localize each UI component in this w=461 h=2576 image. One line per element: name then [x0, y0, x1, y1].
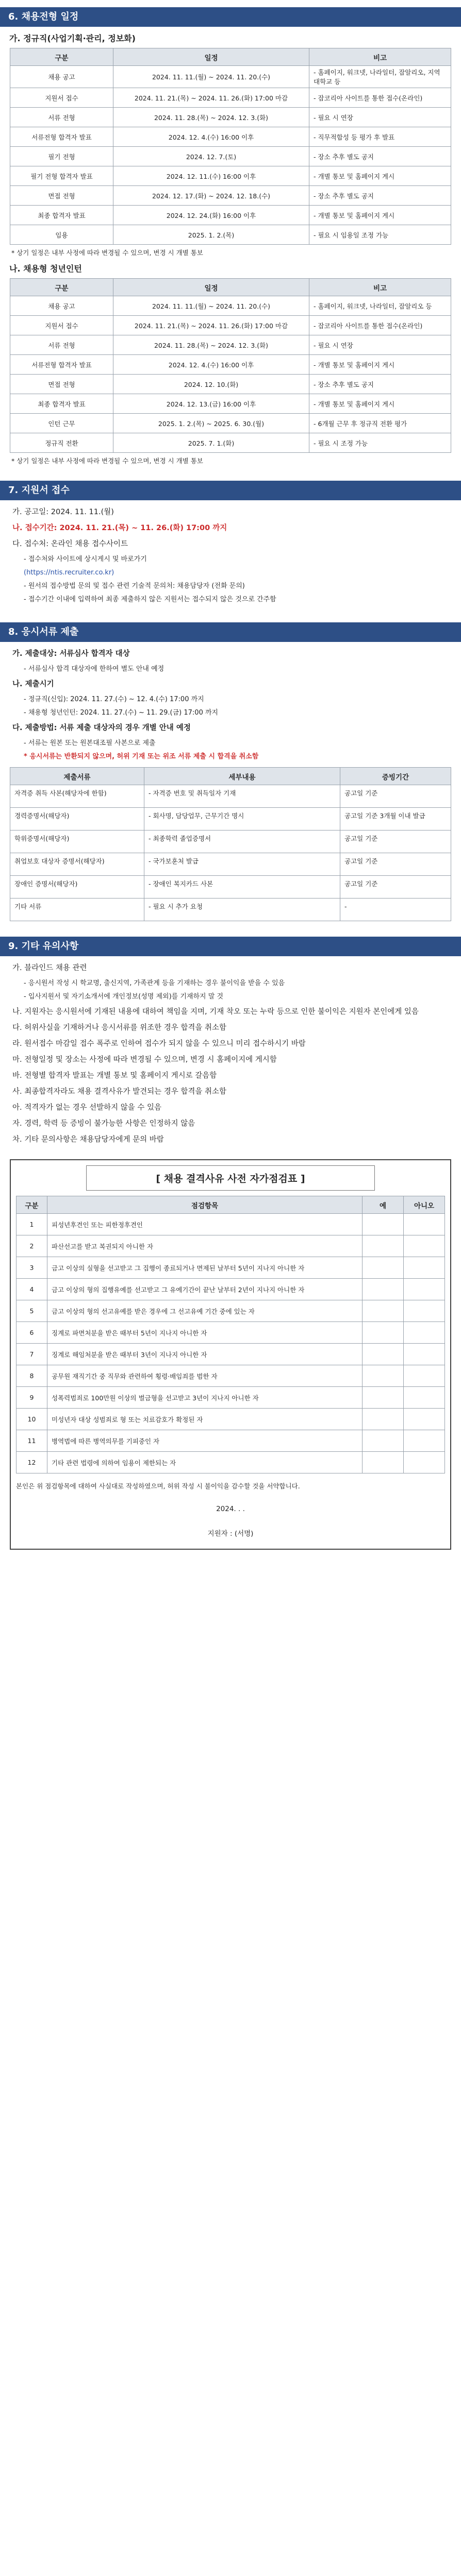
cell-doc: 장애인 증명서(해당자): [10, 876, 144, 899]
col-no-answer: 아니오: [404, 1196, 445, 1214]
cell-schedule: 2024. 11. 21.(목) ~ 2024. 11. 26.(화) 17:00 마감: [113, 88, 309, 108]
cell-detail: - 회사명, 담당업무, 근무기간 명시: [144, 808, 340, 831]
cell-note: - 개별 통보 및 홈페이지 게시: [309, 206, 451, 225]
col-schedule: 일정: [113, 279, 309, 296]
cell-yes: [363, 1452, 404, 1473]
cell-period: 공고일 기준 3개월 이내 발급: [340, 808, 451, 831]
cell-item: 미성년자 대상 성범죄로 형 또는 치료감호가 확정된 자: [47, 1409, 363, 1430]
cell-stage: 최종 합격자 발표: [10, 206, 113, 225]
table-row: [17, 1322, 445, 1344]
cell-schedule: 2024. 11. 28.(목) ~ 2024. 12. 3.(화): [113, 108, 309, 127]
note-item: 사. 최종합격자라도 채용 결격사유가 발견되는 경우 합격을 취소함: [12, 1088, 227, 1096]
cell-schedule: 2024. 12. 11.(수) 16:00 이후: [113, 166, 309, 186]
table-row: [10, 206, 451, 225]
cell-note: - 장소 추후 별도 공지: [309, 186, 451, 206]
cell-note: - 개별 통보 및 홈페이지 게시: [309, 355, 451, 375]
cell-no: 4: [17, 1279, 47, 1300]
cell-note: - 필요 시 연장: [309, 108, 451, 127]
cell-note: - 잡코리아 사이트를 통한 접수(온라인): [309, 88, 451, 108]
cell-yes: [363, 1214, 404, 1235]
self-check-title: [ 채용 결격사유 사전 자가점검표 ]: [86, 1165, 375, 1191]
apply-detail-3: - 원서의 접수방법 문의 및 접수 관련 기술적 문의처: 채용담당자 (전화 문의): [24, 582, 245, 590]
col-note: 비고: [309, 48, 451, 66]
cell-note: - 직무적합성 등 평가 후 발표: [309, 127, 451, 147]
cell-no: 8: [17, 1365, 47, 1387]
cell-no: 5: [17, 1300, 47, 1322]
table-row: [10, 414, 451, 433]
schedule-sub-a: 가. 정규직(사업기획·관리, 정보화): [9, 33, 136, 43]
cell-stage: 필기 전형 합격자 발표: [10, 166, 113, 186]
table-row: [10, 108, 451, 127]
note-item: 나. 지원자는 응시원서에 기재된 내용에 대하여 책임을 지며, 기재 착오 또는 누락 등으로 인한 불이익은 지원자 본인에게 있음: [12, 1008, 419, 1016]
cell-stage: 지원서 접수: [10, 316, 113, 335]
table-row: [17, 1365, 445, 1387]
cell-doc: 경력증명서(해당자): [10, 808, 144, 831]
cell-yes: [363, 1365, 404, 1387]
apply-detail-1: - 접수처와 사이트에 상시게시 및 바로가기: [24, 555, 147, 563]
cell-no: 7: [17, 1344, 47, 1365]
cell-note: - 필요 시 임용일 조정 가능: [309, 225, 451, 245]
section-notes-header: 9. 기타 유의사항: [0, 937, 461, 956]
section-schedule-header: 6. 채용전형 일정: [0, 7, 461, 27]
cell-yes: [363, 1322, 404, 1344]
cell-no-answer: [404, 1409, 445, 1430]
cell-detail: - 필요 시 추가 요청: [144, 899, 340, 921]
table-row: [10, 375, 451, 394]
table-row: [10, 316, 451, 335]
cell-stage: 서류 전형: [10, 335, 113, 355]
cell-note: - 개별 통보 및 홈페이지 게시: [309, 166, 451, 186]
table-row: [10, 225, 451, 245]
table-row: [10, 876, 451, 899]
col-schedule: 일정: [113, 48, 309, 66]
docs-warning: * 응시서류는 반환되지 않으며, 허위 기재 또는 위조 서류 제출 시 합격을 취소함: [24, 753, 259, 760]
docs-table: [10, 767, 451, 921]
cell-item: 기타 관련 법령에 의하여 임용이 제한되는 자: [47, 1452, 363, 1473]
cell-doc: 기타 서류: [10, 899, 144, 921]
cell-stage: 서류 전형: [10, 108, 113, 127]
cell-no-answer: [404, 1257, 445, 1279]
cell-doc: 자격증 취득 사본(해당자에 한함): [10, 785, 144, 808]
cell-item: 금고 이상의 실형을 선고받고 그 집행이 종료되거나 면제된 날부터 5년이 지나지 아니한 자: [47, 1257, 363, 1279]
cell-yes: [363, 1257, 404, 1279]
cell-doc: 학위증명서(해당자): [10, 831, 144, 853]
notes-list: [0, 956, 461, 1152]
cell-item: 징계로 파면처분을 받은 때부터 5년이 지나지 아니한 자: [47, 1322, 363, 1344]
cell-note: - 홈페이지, 워크넷, 나라일터, 잡알리오, 지역 대학교 등: [309, 66, 451, 88]
table-row: [17, 1300, 445, 1322]
col-doc: 제출서류: [10, 768, 144, 785]
apply-notice-date: 가. 공고일: 2024. 11. 11.(월): [12, 508, 114, 516]
cell-stage: 서류전형 합격자 발표: [10, 127, 113, 147]
cell-period: 공고일 기준: [340, 785, 451, 808]
schedule-table-b: [10, 278, 451, 453]
cell-no-answer: [404, 1214, 445, 1235]
cell-detail: - 최종학력 졸업증명서: [144, 831, 340, 853]
cell-stage: 채용 공고: [10, 66, 113, 88]
schedule-sub-b: 나. 채용형 청년인턴: [9, 264, 82, 274]
table-row: [10, 853, 451, 876]
cell-schedule: 2024. 12. 17.(화) ~ 2024. 12. 18.(수): [113, 186, 309, 206]
cell-doc: 취업보호 대상자 증명서(해당자): [10, 853, 144, 876]
cell-schedule: 2025. 1. 2.(목) ~ 2025. 6. 30.(월): [113, 414, 309, 433]
docs-when: 나. 제출시기: [12, 680, 54, 688]
cell-stage: 정규직 전환: [10, 433, 113, 453]
col-yes: 예: [363, 1196, 404, 1214]
cell-yes: [363, 1430, 404, 1452]
col-period: 증빙기간: [340, 768, 451, 785]
table-row: [17, 1279, 445, 1300]
section-docs-header: 8. 응시서류 제출: [0, 622, 461, 642]
cell-schedule: 2024. 12. 13.(금) 16:00 이후: [113, 394, 309, 414]
cell-yes: [363, 1344, 404, 1365]
col-detail: 세부내용: [144, 768, 340, 785]
cell-stage: 서류전형 합격자 발표: [10, 355, 113, 375]
table-row: [10, 899, 451, 921]
apply-place: 다. 접수처: 온라인 채용 접수사이트: [12, 540, 128, 548]
cell-item: 금고 이상의 형의 선고유예를 받은 경우에 그 선고유예 기간 중에 있는 자: [47, 1300, 363, 1322]
cell-no-answer: [404, 1430, 445, 1452]
cell-schedule: 2024. 11. 21.(목) ~ 2024. 11. 26.(화) 17:00 마감: [113, 316, 309, 335]
table-row: [10, 355, 451, 375]
table-row: [17, 1257, 445, 1279]
cell-no: 1: [17, 1214, 47, 1235]
apply-url-link[interactable]: (https://ntis.recruiter.co.kr): [24, 569, 114, 577]
cell-note: - 필요 시 조정 가능: [309, 433, 451, 453]
cell-yes: [363, 1235, 404, 1257]
cell-period: 공고일 기준: [340, 831, 451, 853]
cell-item: 파산선고를 받고 복권되지 아니한 자: [47, 1235, 363, 1257]
cell-stage: 면접 전형: [10, 375, 113, 394]
table-row: [10, 335, 451, 355]
sign-date: 2024. . .: [216, 1505, 245, 1513]
cell-stage: 채용 공고: [10, 296, 113, 316]
cell-no-answer: [404, 1235, 445, 1257]
schedule-note-b: * 상기 일정은 내부 사정에 따라 변경될 수 있으며, 변경 시 개별 통보: [11, 457, 203, 465]
col-gubun: 구분: [10, 279, 113, 296]
table-row: [10, 127, 451, 147]
cell-no: 2: [17, 1235, 47, 1257]
schedule-table-a: [10, 48, 451, 245]
note-item: 차. 기타 문의사항은 채용담당자에게 문의 바람: [12, 1136, 164, 1144]
cell-no: 6: [17, 1322, 47, 1344]
cell-no-answer: [404, 1365, 445, 1387]
cell-period: 공고일 기준: [340, 853, 451, 876]
note-item: - 응시원서 작성 시 학교명, 출신지역, 가족관계 등을 기재하는 경우 불이익을 받을 수 있음: [24, 979, 285, 987]
cell-stage: 지원서 접수: [10, 88, 113, 108]
cell-no-answer: [404, 1452, 445, 1473]
self-check-table: [16, 1196, 445, 1473]
cell-schedule: 2024. 12. 4.(수) 16:00 이후: [113, 127, 309, 147]
docs-how: 다. 제출방법: 서류 제출 대상자의 경우 개별 안내 예정: [12, 724, 191, 732]
cell-period: 공고일 기준: [340, 876, 451, 899]
cell-schedule: 2025. 7. 1.(화): [113, 433, 309, 453]
cell-no-answer: [404, 1322, 445, 1344]
table-row: [17, 1235, 445, 1257]
table-row: [10, 147, 451, 166]
cell-stage: 면접 전형: [10, 186, 113, 206]
cell-schedule: 2025. 1. 2.(목): [113, 225, 309, 245]
table-row: [10, 808, 451, 831]
cell-item: 공무원 재직기간 중 직무와 관련하여 횡령·배임죄를 범한 자: [47, 1365, 363, 1387]
section-apply-header: 7. 지원서 접수: [0, 481, 461, 500]
table-row: [17, 1344, 445, 1365]
table-row: [10, 785, 451, 808]
cell-schedule: 2024. 11. 11.(월) ~ 2024. 11. 20.(수): [113, 296, 309, 316]
col-note: 비고: [309, 279, 451, 296]
docs-target: 가. 제출대상: 서류심사 합격자 대상: [12, 650, 130, 658]
self-check-declaration: 본인은 위 점검항목에 대하여 사실대로 작성하였으며, 허위 작성 시 불이익을 감수할 것을 서약합니다.: [16, 1482, 300, 1490]
cell-detail: - 국가보훈처 발급: [144, 853, 340, 876]
self-check-form: [10, 1159, 451, 1550]
cell-item: 금고 이상의 형의 집행유예를 선고받고 그 유예기간이 끝난 날부터 2년이 지나지 아니한 자: [47, 1279, 363, 1300]
note-item: 가. 블라인드 채용 관련: [12, 964, 87, 972]
note-item: 다. 허위사실을 기재하거나 응시서류를 위조한 경우 합격을 취소함: [12, 1024, 227, 1032]
cell-no: 3: [17, 1257, 47, 1279]
note-item: 자. 경력, 학력 등 증빙이 불가능한 사항은 인정하지 않음: [12, 1120, 195, 1128]
cell-item: 징계로 해임처분을 받은 때부터 3년이 지나지 아니한 자: [47, 1344, 363, 1365]
cell-schedule: 2024. 12. 7.(토): [113, 147, 309, 166]
cell-note: - 장소 추후 별도 공지: [309, 375, 451, 394]
note-item: 바. 전형별 합격자 발표는 개별 통보 및 홈페이지 게시로 갈음함: [12, 1072, 217, 1080]
table-row: [10, 296, 451, 316]
cell-schedule: 2024. 12. 4.(수) 16:00 이후: [113, 355, 309, 375]
col-no: 구분: [17, 1196, 47, 1214]
note-item: 마. 전형일정 및 장소는 사정에 따라 변경될 수 있으며, 변경 시 홈페이지에 게시함: [12, 1056, 277, 1064]
cell-no-answer: [404, 1279, 445, 1300]
table-row: [17, 1387, 445, 1409]
apply-detail-4: - 접수기간 이내에 입력하여 최종 제출하지 않은 지원서는 접수되지 않은 것으로 간주함: [24, 596, 276, 603]
cell-item: 성폭력범죄로 100만원 이상의 벌금형을 선고받고 3년이 지나지 아니한 자: [47, 1387, 363, 1409]
cell-stage: 임용: [10, 225, 113, 245]
docs-target-detail: - 서류심사 합격 대상자에 한하여 별도 안내 예정: [24, 665, 164, 673]
cell-detail: - 자격증 번호 및 취득일자 기재: [144, 785, 340, 808]
cell-no: 11: [17, 1430, 47, 1452]
cell-no-answer: [404, 1344, 445, 1365]
cell-stage: 필기 전형: [10, 147, 113, 166]
cell-no: 12: [17, 1452, 47, 1473]
table-row: [17, 1409, 445, 1430]
col-gubun: 구분: [10, 48, 113, 66]
table-row: [10, 433, 451, 453]
cell-yes: [363, 1387, 404, 1409]
cell-period: -: [340, 899, 451, 921]
table-row: [10, 66, 451, 88]
table-row: [10, 831, 451, 853]
table-row: [10, 186, 451, 206]
cell-note: - 잡코리아 사이트를 통한 접수(온라인): [309, 316, 451, 335]
table-row: [10, 394, 451, 414]
cell-note: - 필요 시 연장: [309, 335, 451, 355]
apply-period: 나. 접수기간: 2024. 11. 21.(목) ~ 11. 26.(화) 17:00 까지: [12, 524, 227, 532]
cell-no-answer: [404, 1387, 445, 1409]
cell-yes: [363, 1409, 404, 1430]
note-item: - 입사지원서 및 자기소개서에 개인정보(성명 제외)를 기재하지 말 것: [24, 993, 223, 1001]
cell-note: - 장소 추후 별도 공지: [309, 147, 451, 166]
cell-stage: 최종 합격자 발표: [10, 394, 113, 414]
cell-item: 병역법에 따른 병역의무를 기피중인 자: [47, 1430, 363, 1452]
cell-schedule: 2024. 11. 28.(목) ~ 2024. 12. 3.(화): [113, 335, 309, 355]
cell-yes: [363, 1279, 404, 1300]
cell-no: 10: [17, 1409, 47, 1430]
cell-note: - 6개월 근무 후 정규직 전환 평가: [309, 414, 451, 433]
sign-applicant[interactable]: 지원자 : (서명): [207, 1530, 254, 1538]
docs-when-2: - 채용형 청년인턴: 2024. 11. 27.(수) ~ 11. 29.(금) 17:00 까지: [24, 709, 219, 717]
cell-no: 9: [17, 1387, 47, 1409]
cell-no-answer: [404, 1300, 445, 1322]
table-row: [17, 1452, 445, 1473]
cell-item: 피성년후견인 또는 피한정후견인: [47, 1214, 363, 1235]
docs-how-1: - 서류는 원본 또는 원본대조필 사본으로 제출: [24, 739, 156, 747]
table-row: [10, 88, 451, 108]
cell-yes: [363, 1300, 404, 1322]
cell-schedule: 2024. 11. 11.(월) ~ 2024. 11. 20.(수): [113, 66, 309, 88]
cell-stage: 인턴 근무: [10, 414, 113, 433]
recruitment-notice: [0, 7, 461, 2576]
cell-note: - 홈페이지, 워크넷, 나라일터, 잡알리오 등: [309, 296, 451, 316]
note-item: 라. 원서접수 마감일 접수 폭주로 인하여 접수가 되지 않을 수 있으니 미리 접수하시기 바람: [12, 1040, 306, 1048]
col-item: 점검항목: [47, 1196, 363, 1214]
cell-schedule: 2024. 12. 24.(화) 16:00 이후: [113, 206, 309, 225]
cell-schedule: 2024. 12. 10.(화): [113, 375, 309, 394]
docs-when-1: - 정규직(신입): 2024. 11. 27.(수) ~ 12. 4.(수) 17:00 까지: [24, 696, 204, 703]
schedule-note-a: * 상기 일정은 내부 사정에 따라 변경될 수 있으며, 변경 시 개별 통보: [11, 249, 203, 257]
note-item: 아. 적격자가 없는 경우 선발하지 않을 수 있음: [12, 1104, 161, 1112]
table-row: [17, 1430, 445, 1452]
table-row: [17, 1214, 445, 1235]
table-row: [10, 166, 451, 186]
cell-note: - 개별 통보 및 홈페이지 게시: [309, 394, 451, 414]
cell-detail: - 장애인 복지카드 사본: [144, 876, 340, 899]
